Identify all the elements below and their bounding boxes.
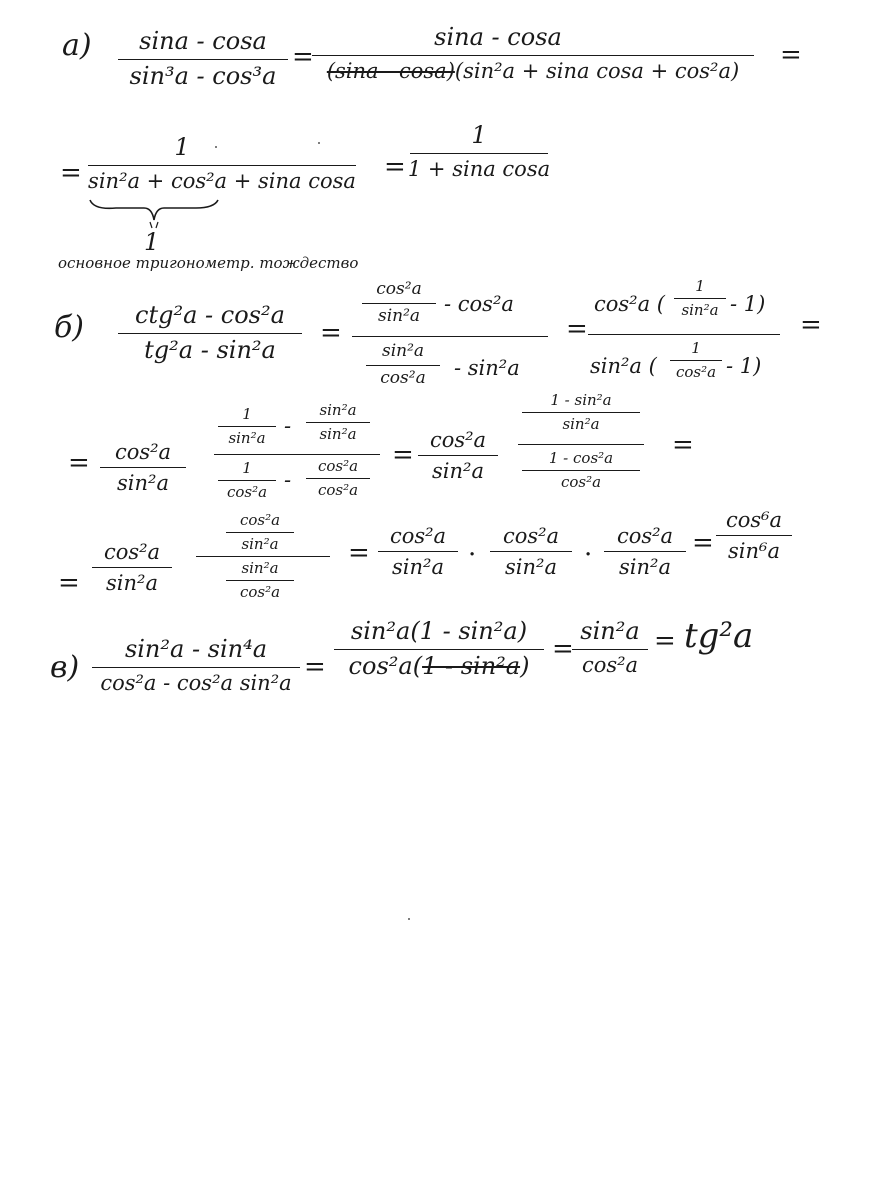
fraction-bar — [312, 55, 754, 56]
equals-sign: = — [58, 568, 80, 598]
equals-sign: = — [384, 152, 406, 182]
equals-sign: = — [654, 626, 676, 656]
numerator: cos²a — [239, 511, 281, 529]
fraction-bar — [100, 467, 186, 468]
stray-dot — [318, 142, 320, 144]
fraction-bar — [572, 649, 648, 650]
denominator: sin²a — [392, 555, 444, 580]
equals-sign: = — [68, 448, 90, 478]
part-b-r2-factor — [100, 440, 186, 495]
part-c-f1-denominator: cos²a - cos²a sin²a — [100, 670, 292, 695]
part-a-fraction-1 — [118, 28, 288, 90]
fraction-bar — [366, 365, 440, 366]
part-a-f3-numerator: 1 — [174, 133, 190, 161]
part-b-result — [716, 508, 792, 563]
cancelled-factor: 1 - sin²a — [422, 651, 521, 680]
part-b-r2-b — [306, 402, 370, 444]
part-b-r3-g-num — [226, 512, 294, 554]
fraction-bar — [490, 551, 572, 552]
fraction-bar — [410, 153, 548, 154]
part-a-fraction-4 — [407, 121, 551, 181]
fraction-bar — [334, 649, 544, 650]
part-b-r2-d — [306, 458, 370, 500]
part-b-f3-den-tail: - 1) — [726, 354, 762, 378]
numerator: cos⁶a — [725, 508, 783, 532]
part-c-f2-numerator — [351, 618, 527, 646]
part-a-f4-numerator: 1 — [471, 121, 487, 149]
denominator: sin²a — [241, 535, 279, 554]
denominator: sin²a — [106, 571, 158, 596]
equals-sign: = — [292, 42, 314, 72]
brace-value: 1 — [144, 228, 160, 256]
part-a-f2-denominator — [327, 59, 739, 83]
equals-sign: = — [60, 158, 82, 188]
fraction-bar — [306, 478, 370, 479]
numerator: sin²a — [241, 559, 279, 577]
part-a-fraction-2 — [312, 24, 754, 83]
part-b-fraction-1 — [118, 302, 302, 364]
part-b-f3-num-inner — [674, 278, 726, 320]
fraction-bar — [118, 59, 288, 60]
part-c-fraction-2 — [334, 618, 544, 680]
inner-denominator: sin²a — [681, 301, 719, 320]
label-part-a: a) — [62, 28, 92, 63]
part-c-f2-denominator — [349, 653, 530, 681]
part-a-fraction-3 — [88, 134, 356, 193]
fraction-bar — [306, 422, 370, 423]
multiplication-dot: · — [584, 540, 593, 570]
fraction-bar — [588, 334, 780, 335]
numerator: cos²a — [389, 524, 447, 548]
inner-numerator: cos²a — [376, 279, 422, 299]
part-a-f2-numerator: sina - cosa — [434, 23, 562, 51]
text: cos²a — [348, 651, 413, 680]
fraction-bar — [604, 551, 686, 552]
denominator: sin²a — [505, 555, 557, 580]
fraction-bar — [92, 667, 300, 668]
text: ) — [520, 651, 530, 680]
text: (1 - sin²a) — [410, 617, 528, 645]
fraction-bar — [522, 470, 640, 471]
part-b-f2-den-inner — [366, 342, 440, 388]
equals-sign: = — [566, 314, 588, 344]
inner-denominator: sin²a — [377, 305, 421, 326]
fraction-bar — [418, 455, 498, 456]
fraction-bar — [522, 412, 640, 413]
fraction-bar — [674, 298, 726, 299]
numerator: sin²a — [319, 401, 357, 419]
equals-sign: = — [320, 318, 342, 348]
part-b-f2-den-tail: - sin²a — [454, 356, 520, 380]
part-a-f3-denominator: sin²a + cos²a + sina cosa — [88, 168, 356, 193]
minus-sign: - — [284, 414, 292, 438]
part-c-fraction-3 — [572, 618, 648, 677]
fraction-bar — [670, 360, 722, 361]
equals-sign: = — [392, 440, 414, 470]
equals-sign: = — [304, 652, 326, 682]
fraction-bar — [218, 426, 276, 427]
text: sin²a — [590, 354, 642, 378]
part-b-f3-num-head: cos²a ( — [594, 292, 665, 316]
fraction-bar — [716, 535, 792, 536]
denominator: cos²a — [317, 481, 359, 500]
fraction-bar — [518, 444, 644, 445]
part-b-f3-den-head: sin²a ( — [590, 354, 657, 378]
denominator: cos²a — [560, 473, 602, 492]
stray-dot — [215, 146, 217, 148]
part-b-r3-product-1 — [378, 524, 458, 579]
part-b-r2-a — [218, 406, 276, 448]
equals-sign: = — [552, 634, 574, 664]
denominator: sin²a — [619, 555, 671, 580]
part-b-r3-factor — [92, 540, 172, 595]
equals-sign: = — [800, 310, 822, 340]
fraction-bar — [92, 567, 172, 568]
fraction-bar — [196, 556, 330, 557]
fraction-bar — [88, 165, 356, 166]
denominator: cos²a — [226, 483, 268, 502]
part-b-fraction-3 — [588, 276, 784, 396]
part-a-f1-denominator: sin³a - cos³a — [129, 61, 277, 90]
part-a-f2-denominator-rest: (sin²a + sina cosa + cos²a) — [454, 58, 740, 83]
part-a-f1-numerator: sina - cosa — [139, 27, 267, 55]
stray-dot — [408, 918, 410, 920]
label-part-b: б) — [54, 310, 85, 345]
equals-sign: = — [692, 528, 714, 558]
part-b-f3-den-inner — [670, 340, 722, 382]
numerator: cos²a — [429, 428, 487, 452]
numerator: 1 - sin²a — [550, 391, 612, 409]
inner-numerator: sin²a — [381, 341, 425, 361]
text: sin²a — [350, 617, 411, 645]
denominator: sin²a — [228, 429, 266, 448]
part-b-r3-complex-fraction — [196, 512, 330, 604]
cancelled-factor: (sina - cosa) — [326, 58, 455, 83]
multiplication-dot: · — [468, 540, 477, 570]
numerator: 1 - cos²a — [548, 449, 614, 467]
part-b-r2-complex-fraction — [214, 400, 380, 508]
text: ( — [412, 651, 423, 680]
text: cos²a — [594, 292, 651, 316]
fraction-bar — [226, 580, 294, 581]
part-a-f4-denominator: 1 + sina cosa — [407, 156, 551, 181]
numerator: cos²a — [317, 457, 359, 475]
equals-sign: = — [348, 538, 370, 568]
fraction-bar — [352, 336, 548, 337]
numerator: 1 — [242, 405, 252, 423]
denominator: sin²a — [432, 459, 484, 484]
denominator: sin⁶a — [728, 539, 780, 564]
denominator: sin²a — [117, 471, 169, 496]
part-b-r2-factor-2 — [418, 428, 498, 483]
label-part-c: в) — [50, 650, 80, 685]
fraction-bar — [218, 480, 276, 481]
numerator: cos²a — [103, 540, 161, 564]
part-b-r3-product-3 — [604, 524, 686, 579]
part-b-r2-f-den — [522, 450, 640, 492]
denominator: cos²a — [239, 583, 281, 602]
part-b-fraction-2 — [352, 280, 548, 400]
part-b-f3-num-tail: - 1) — [730, 292, 766, 316]
part-b-f1-denominator: tg²a - sin²a — [144, 335, 276, 364]
part-c-fraction-1 — [92, 636, 300, 695]
fraction-bar — [362, 303, 436, 304]
part-b-r3-g-den — [226, 560, 294, 602]
inner-numerator: 1 — [691, 339, 701, 357]
numerator: cos²a — [616, 524, 674, 548]
fraction-bar — [378, 551, 458, 552]
fraction-bar — [214, 454, 380, 455]
inner-denominator: cos²a — [675, 363, 717, 382]
part-b-r2-complex-fraction-2 — [518, 392, 644, 502]
underbrace-icon — [86, 196, 226, 230]
equals-sign: = — [672, 430, 694, 460]
minus-sign: - — [284, 468, 292, 492]
inner-denominator: cos²a — [380, 367, 426, 388]
part-c-result: tg²a — [684, 616, 754, 656]
part-c-f3-numerator: sin²a — [580, 617, 640, 645]
numerator: 1 — [242, 459, 252, 477]
part-c-f3-denominator: cos²a — [581, 652, 639, 677]
fraction-bar — [118, 333, 302, 334]
numerator: cos²a — [502, 524, 560, 548]
part-b-f1-numerator: ctg²a - cos²a — [135, 301, 285, 329]
part-b-f2-num-tail: - cos²a — [444, 292, 514, 316]
denominator: sin²a — [562, 415, 600, 434]
numerator: cos²a — [114, 440, 172, 464]
fraction-bar — [226, 532, 294, 533]
annotation-note: основное тригонометр. тождество — [58, 254, 359, 272]
inner-numerator: 1 — [695, 277, 705, 295]
part-b-r2-c2 — [218, 460, 276, 502]
part-b-f2-num-inner — [362, 280, 436, 326]
part-b-r3-product-2 — [490, 524, 572, 579]
part-c-f1-numerator: sin²a - sin⁴a — [124, 635, 268, 663]
denominator: sin²a — [319, 425, 357, 444]
equals-sign: = — [780, 40, 802, 70]
part-b-r2-f-num — [522, 392, 640, 434]
